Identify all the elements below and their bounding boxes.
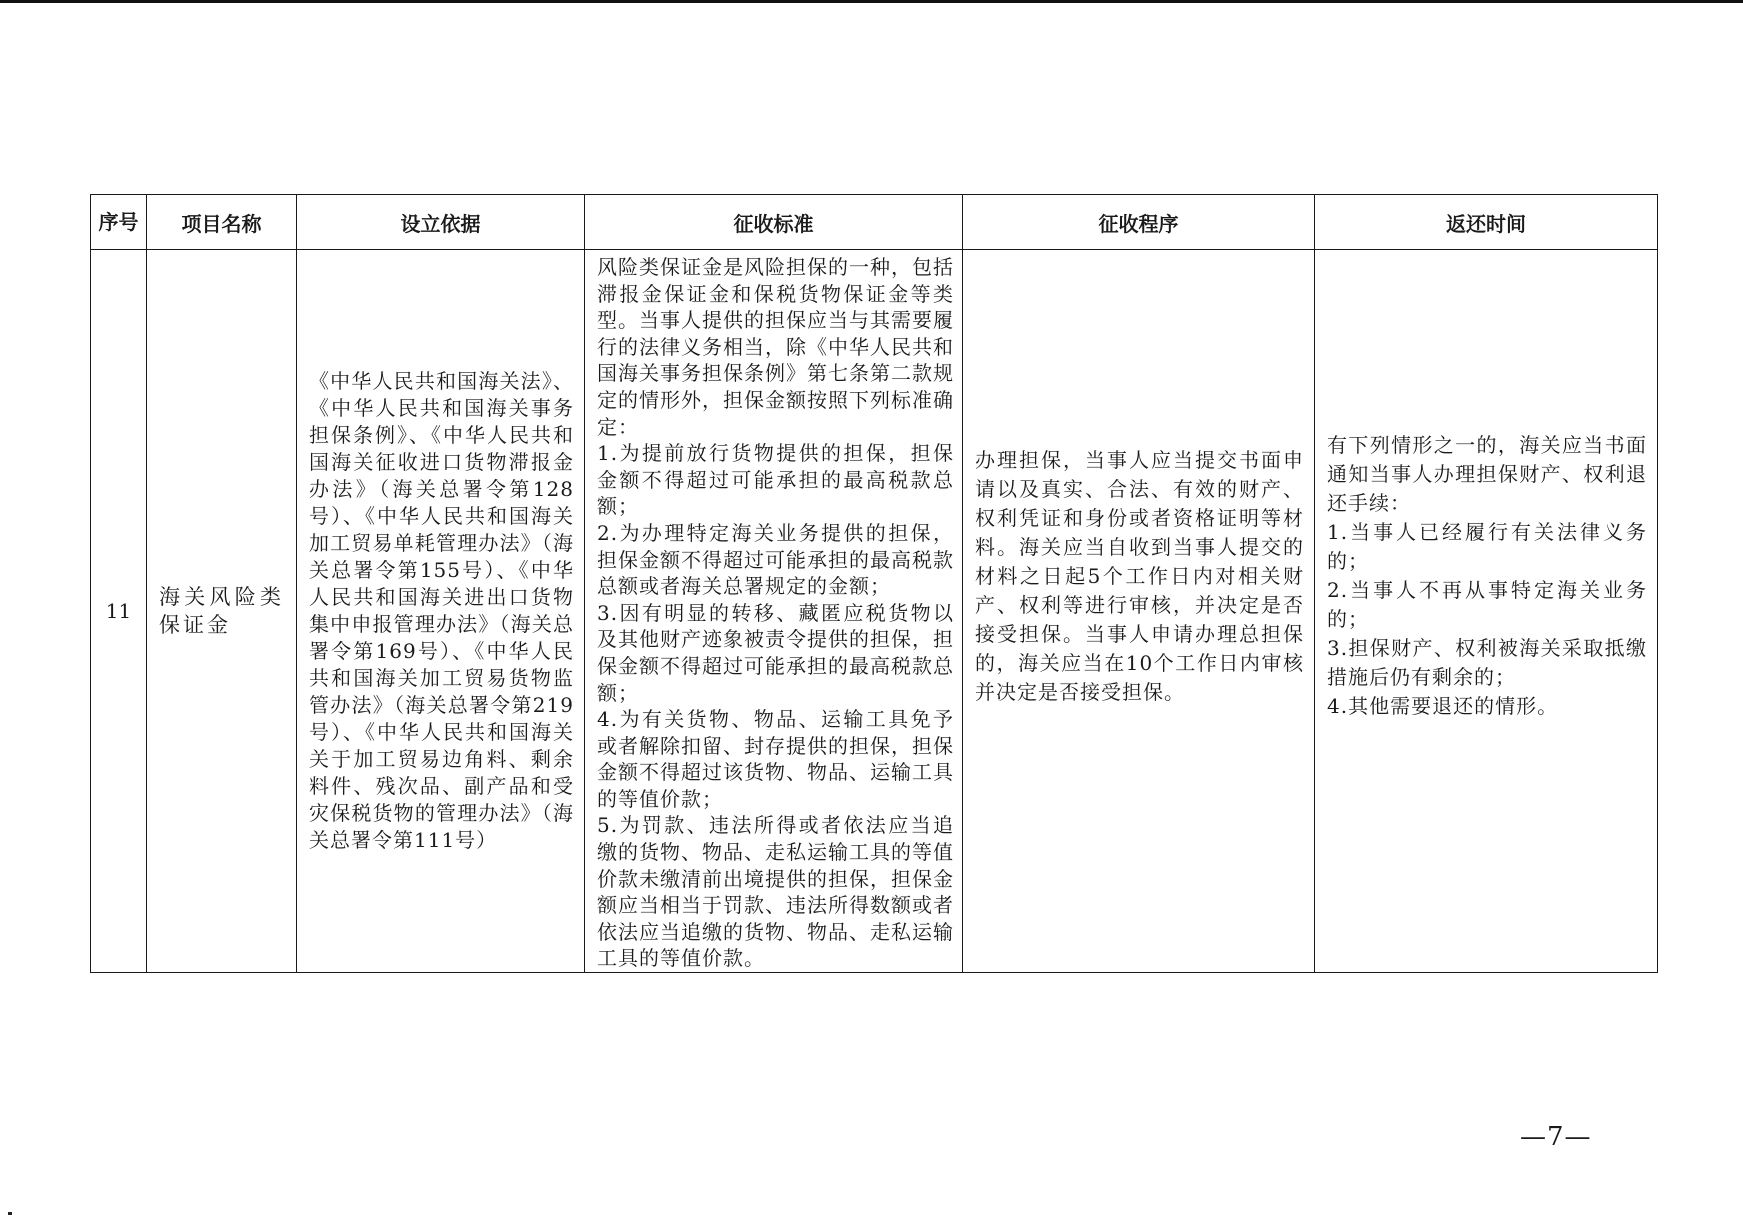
header-standard: 征收标准 (585, 195, 963, 250)
row-basis: 《中华人民共和国海关法》、《中华人民共和国海关事务担保条例》、《中华人民共和国海关征收进口货物滞报金办法》（海关总署令第128号）、《中华人民共和国海关加工贸易单耗管理办法》（海关总署令第155号）、《中华人民共和国海关进出口货物集中申报管理办法》（海关总署令第169号）、《中华人民共和国海关加工贸易货物监管办法》（海关总署令第219号）、《中华人民共和国海关关于加工贸易边角料、剩余料件、残次品、副产品和受灾保税货物的管理办法》（海关总署令第111号） (309, 369, 574, 853)
row-no: 11 (91, 250, 147, 973)
refund-item-4: 4.其他需要退还的情形。 (1327, 694, 1559, 719)
header-procedure: 征收程序 (963, 195, 1315, 250)
page-number: —7— (1520, 1122, 1592, 1152)
row-procedure-cell (963, 250, 1315, 973)
refund-item-3: 3.担保财产、权利被海关采取抵缴措施后仍有剩余的； (1327, 636, 1647, 690)
fee-table (90, 194, 1658, 973)
standard-item-2: 2.为办理特定海关业务提供的担保，担保金额不得超过可能承担的最高税款总额或者海关总署规定的金额； (597, 520, 954, 599)
header-no: 序号 (91, 195, 147, 250)
row-name-cell (147, 250, 297, 973)
row-basis-cell (297, 250, 585, 973)
row-procedure: 办理担保，当事人应当提交书面申请以及真实、合法、有效的财产、权利凭证和身份或者资格证明等材料。海关应当自收到当事人提交的材料之日起5个工作日内对相关财产、权利等进行审核，并决定是否接受担保。当事人申请办理总担保的，海关应当在10个工作日内审核并决定是否接受担保。 (975, 447, 1304, 704)
refund-item-2: 2.当事人不再从事特定海关业务的； (1327, 578, 1647, 632)
refund-item-1: 1.当事人已经履行有关法律义务的； (1327, 520, 1647, 574)
table-row (91, 250, 1658, 973)
standard-item-1: 1.为提前放行货物提供的担保，担保金额不得超过可能承担的最高税款总额； (597, 441, 954, 519)
header-basis: 设立依据 (297, 195, 585, 250)
row-standard-cell (585, 250, 963, 973)
row-refund-time (1315, 431, 1657, 721)
standard-item-4: 4.为有关货物、物品、运输工具免予或者解除扣留、封存提供的担保，担保金额不得超过该货物、物品、运输工具的等值价款； (597, 707, 954, 811)
standard-intro: 风险类保证金是风险担保的一种，包括滞报金保证金和保税货物保证金等类型。当事人提供的担保应当与其需要履行的法律义务相当，除《中华人民共和国海关事务担保条例》第七条第二款规定的情形外，担保金额按照下列标准确定： (597, 255, 954, 439)
row-name: 海关风险类保证金 (159, 585, 284, 638)
scan-top-edge (0, 0, 1743, 12)
table-header-row (91, 195, 1658, 250)
scan-speck (8, 1212, 12, 1215)
refund-intro: 有下列情形之一的，海关应当书面通知当事人办理担保财产、权利退还手续： (1327, 433, 1647, 516)
standard-item-5: 5.为罚款、违法所得或者依法应当追缴的货物、物品、走私运输工具的等值价款未缴清前出境提供的担保，担保金额应当相当于罚款、违法所得数额或者依法应当追缴的货物、物品、走私运输工具的等值价款。 (597, 813, 954, 971)
row-refund-cell (1315, 250, 1658, 973)
row-standard (585, 250, 962, 972)
fee-table-container (90, 194, 1657, 986)
header-refund-time: 返还时间 (1315, 195, 1658, 250)
standard-item-3: 3.因有明显的转移、藏匿应税货物以及其他财产迹象被责令提供的担保，担保金额不得超过可能承担的最高税款总额； (597, 600, 954, 705)
header-name: 项目名称 (147, 195, 297, 250)
